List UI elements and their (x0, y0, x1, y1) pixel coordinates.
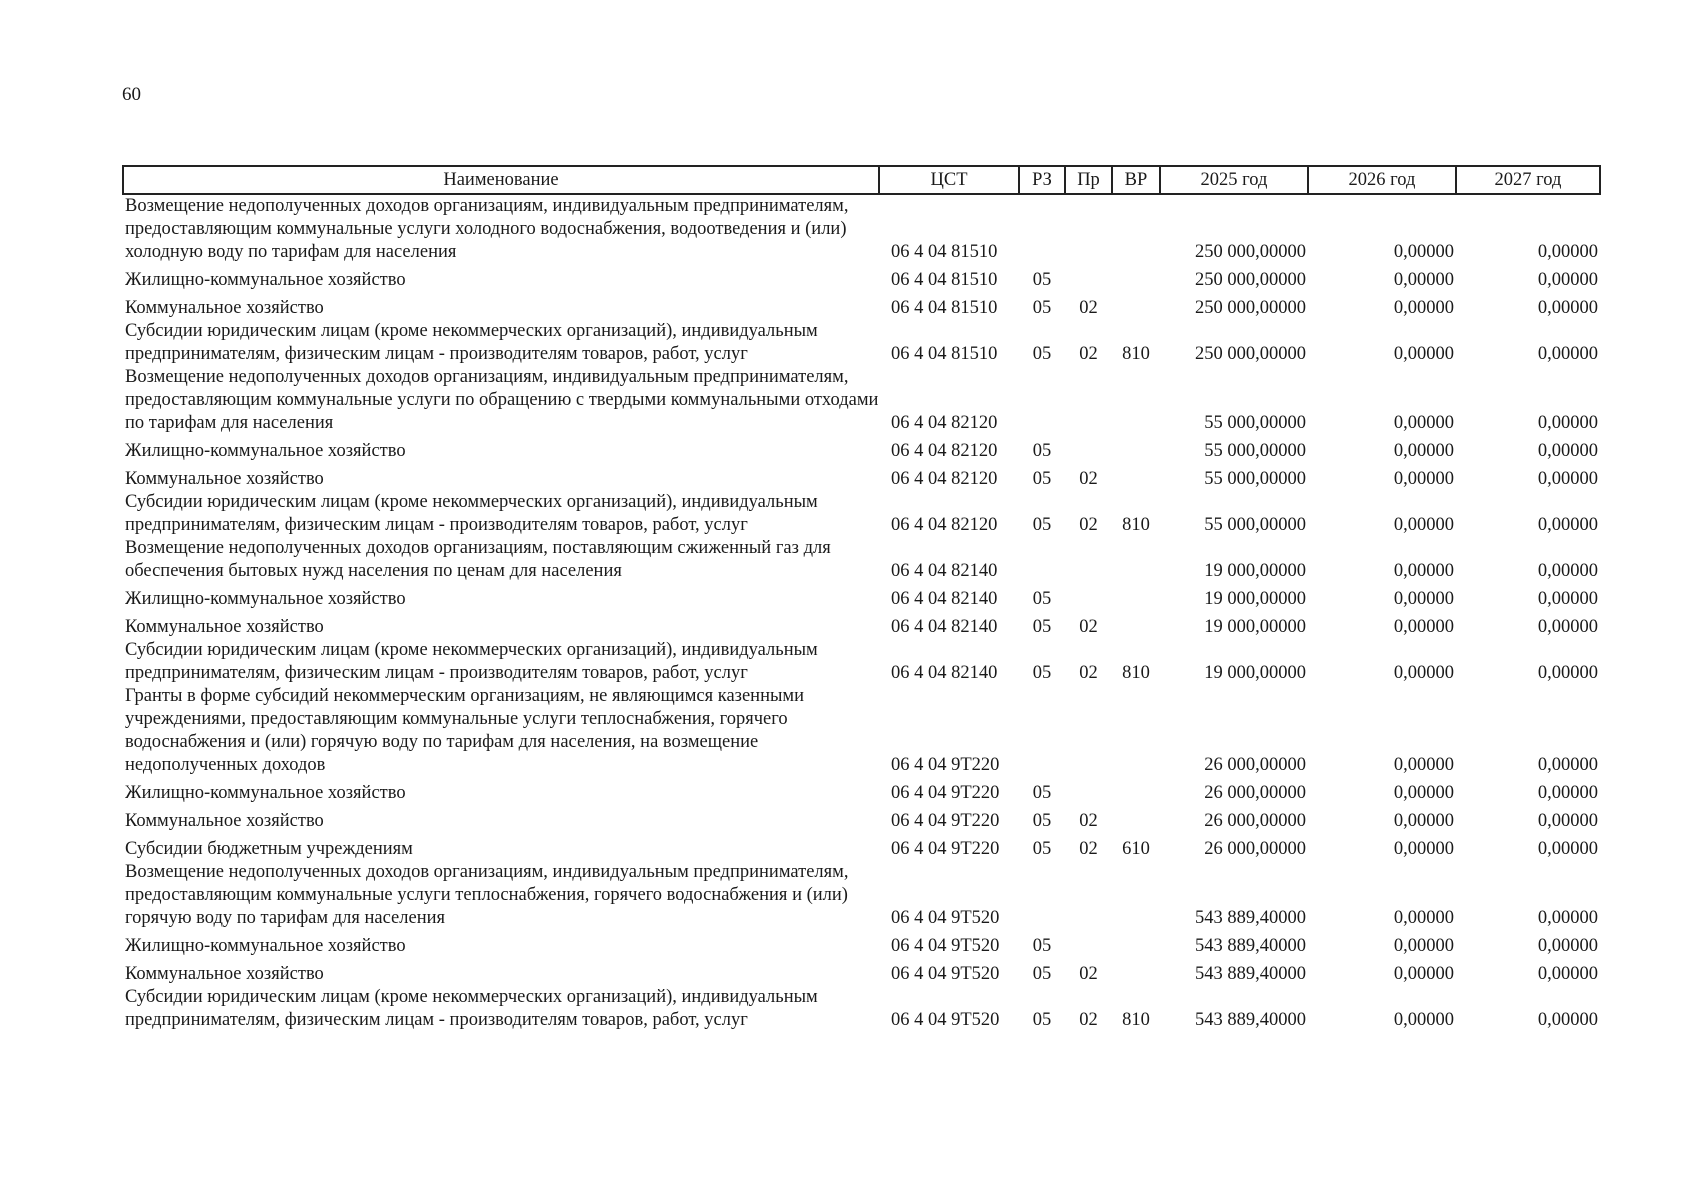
row-rz: 05 (1032, 839, 1052, 859)
row-name: Гранты в форме субсидий некоммерческим организациям, не являющимся казенными учреждениями, предоставляющим коммунальные услуги теплоснабжения, горячего водоснабжения и (или) горячую воду по тарифам для населения, на возмещение недополученных доходов (125, 686, 805, 775)
table-row (123, 861, 1600, 930)
row-rz: 05 (1032, 589, 1052, 609)
header-2025: 2025 год (1160, 166, 1308, 194)
row-vr: 610 (1122, 839, 1150, 859)
row-2025: 55 000,00000 (1204, 413, 1306, 433)
row-2026: 0,00000 (1393, 589, 1454, 609)
row-vr (1112, 805, 1160, 833)
row-2025: 543 889,40000 (1195, 908, 1306, 928)
row-2026: 0,00000 (1393, 469, 1454, 489)
row-rz: 05 (1032, 617, 1052, 637)
table-row (123, 194, 1600, 264)
row-vr: 810 (1122, 515, 1150, 535)
row-pr (1065, 777, 1112, 805)
row-2026: 0,00000 (1393, 441, 1454, 461)
row-pr (1065, 194, 1112, 264)
row-2027: 0,00000 (1537, 908, 1598, 928)
row-2025: 26 000,00000 (1204, 755, 1306, 775)
row-2025: 543 889,40000 (1195, 1010, 1306, 1030)
row-pr: 02 (1079, 663, 1098, 683)
row-cst: 06 4 04 9Т520 (891, 908, 1000, 928)
row-name: Субсидии юридическим лицам (кроме некоммерческих организаций), индивидуальным предпринимателям, физическим лицам - производителям товаров, работ, услуг (125, 640, 818, 683)
row-2025: 26 000,00000 (1204, 811, 1306, 831)
row-pr: 02 (1079, 839, 1098, 859)
row-2027: 0,00000 (1537, 561, 1598, 581)
row-vr (1112, 435, 1160, 463)
row-2027: 0,00000 (1537, 270, 1598, 290)
row-2026: 0,00000 (1393, 936, 1454, 956)
row-name: Возмещение недополученных доходов организациям, индивидуальным предпринимателям, предоставляющим коммунальные услуги по обращению с твердыми коммунальными отходами по тарифам для населения (125, 367, 879, 433)
row-2026: 0,00000 (1393, 413, 1454, 433)
header-cst: ЦСТ (879, 166, 1019, 194)
table-row (123, 491, 1600, 537)
row-2027: 0,00000 (1537, 298, 1598, 318)
table-row (123, 264, 1600, 292)
row-pr (1065, 861, 1112, 930)
row-2026: 0,00000 (1393, 811, 1454, 831)
row-pr: 02 (1079, 344, 1098, 364)
row-name: Возмещение недополученных доходов организациям, индивидуальным предпринимателям, предоставляющим коммунальные услуги теплоснабжения, горячего водоснабжения и (или) горячую воду по тарифам для населения (125, 862, 849, 928)
row-cst: 06 4 04 82120 (891, 413, 998, 433)
row-cst: 06 4 04 9Т220 (891, 755, 1000, 775)
row-vr (1112, 194, 1160, 264)
header-rz: РЗ (1019, 166, 1065, 194)
row-2027: 0,00000 (1537, 936, 1598, 956)
row-2027: 0,00000 (1537, 413, 1598, 433)
row-pr: 02 (1079, 298, 1098, 318)
row-vr (1112, 611, 1160, 639)
row-cst: 06 4 04 82120 (891, 441, 998, 461)
row-cst: 06 4 04 9Т520 (891, 1010, 1000, 1030)
row-2027: 0,00000 (1537, 839, 1598, 859)
row-2025: 26 000,00000 (1204, 783, 1306, 803)
row-2026: 0,00000 (1393, 515, 1454, 535)
row-2027: 0,00000 (1537, 783, 1598, 803)
row-2026: 0,00000 (1393, 1010, 1454, 1030)
row-name: Коммунальное хозяйство (125, 811, 324, 831)
row-2026: 0,00000 (1393, 839, 1454, 859)
row-2026: 0,00000 (1393, 964, 1454, 984)
row-2026: 0,00000 (1393, 617, 1454, 637)
row-2027: 0,00000 (1537, 242, 1598, 262)
row-pr: 02 (1079, 811, 1098, 831)
row-2025: 55 000,00000 (1204, 469, 1306, 489)
table-row (123, 833, 1600, 861)
row-name: Жилищно-коммунальное хозяйство (125, 936, 406, 956)
row-2027: 0,00000 (1537, 469, 1598, 489)
row-rz: 05 (1032, 783, 1052, 803)
header-name: Наименование (123, 166, 879, 194)
row-2025: 26 000,00000 (1204, 839, 1306, 859)
row-rz: 05 (1032, 469, 1052, 489)
row-rz: 05 (1032, 298, 1052, 318)
row-name: Субсидии юридическим лицам (кроме некоммерческих организаций), индивидуальным предпринимателям, физическим лицам - производителям товаров, работ, услуг (125, 321, 818, 364)
table-row (123, 986, 1600, 1032)
row-cst: 06 4 04 82120 (891, 469, 998, 489)
row-vr (1112, 537, 1160, 583)
row-2026: 0,00000 (1393, 783, 1454, 803)
row-rz: 05 (1032, 344, 1052, 364)
row-2025: 19 000,00000 (1204, 617, 1306, 637)
table-row (123, 320, 1600, 366)
row-2025: 250 000,00000 (1195, 270, 1306, 290)
row-vr (1112, 861, 1160, 930)
row-pr (1065, 685, 1112, 777)
row-cst: 06 4 04 81510 (891, 344, 998, 364)
row-pr (1065, 930, 1112, 958)
row-name: Коммунальное хозяйство (125, 617, 324, 637)
row-2026: 0,00000 (1393, 242, 1454, 262)
row-cst: 06 4 04 81510 (891, 270, 998, 290)
table-row (123, 685, 1600, 777)
row-name: Коммунальное хозяйство (125, 964, 324, 984)
row-cst: 06 4 04 82120 (891, 515, 998, 535)
header-vr: ВР (1112, 166, 1160, 194)
row-rz (1019, 861, 1065, 930)
row-2027: 0,00000 (1537, 811, 1598, 831)
row-pr (1065, 583, 1112, 611)
row-name: Коммунальное хозяйство (125, 469, 324, 489)
row-vr (1112, 264, 1160, 292)
row-pr: 02 (1079, 469, 1098, 489)
row-cst: 06 4 04 9Т520 (891, 964, 1000, 984)
row-pr (1065, 435, 1112, 463)
row-rz: 05 (1032, 964, 1052, 984)
table-row (123, 583, 1600, 611)
row-pr (1065, 537, 1112, 583)
row-2027: 0,00000 (1537, 344, 1598, 364)
row-pr (1065, 366, 1112, 435)
row-rz: 05 (1032, 1010, 1052, 1030)
row-name: Возмещение недополученных доходов организациям, поставляющим сжиженный газ для обеспечения бытовых нужд населения по ценам для населения (125, 538, 831, 581)
row-2025: 55 000,00000 (1204, 515, 1306, 535)
row-cst: 06 4 04 9Т520 (891, 936, 1000, 956)
row-pr (1065, 264, 1112, 292)
row-2026: 0,00000 (1393, 298, 1454, 318)
row-pr: 02 (1079, 964, 1098, 984)
row-vr (1112, 958, 1160, 986)
row-name: Субсидии бюджетным учреждениям (125, 839, 413, 859)
row-vr (1112, 463, 1160, 491)
header-2026: 2026 год (1308, 166, 1456, 194)
row-vr: 810 (1122, 663, 1150, 683)
row-2027: 0,00000 (1537, 964, 1598, 984)
table-row (123, 463, 1600, 491)
row-2026: 0,00000 (1393, 344, 1454, 364)
row-2027: 0,00000 (1537, 1010, 1598, 1030)
row-vr (1112, 292, 1160, 320)
row-2027: 0,00000 (1537, 441, 1598, 461)
row-2026: 0,00000 (1393, 908, 1454, 928)
row-name: Жилищно-коммунальное хозяйство (125, 589, 406, 609)
table-body (123, 194, 1600, 1032)
table-row (123, 805, 1600, 833)
row-cst: 06 4 04 82140 (891, 589, 998, 609)
row-pr: 02 (1079, 1010, 1098, 1030)
row-2027: 0,00000 (1537, 755, 1598, 775)
row-2026: 0,00000 (1393, 663, 1454, 683)
row-2025: 543 889,40000 (1195, 964, 1306, 984)
row-2025: 55 000,00000 (1204, 441, 1306, 461)
row-name: Субсидии юридическим лицам (кроме некоммерческих организаций), индивидуальным предпринимателям, физическим лицам - производителям товаров, работ, услуг (125, 492, 818, 535)
row-2025: 543 889,40000 (1195, 936, 1306, 956)
table-header-row (123, 166, 1600, 194)
table-row (123, 537, 1600, 583)
row-name: Субсидии юридическим лицам (кроме некоммерческих организаций), индивидуальным предпринимателям, физическим лицам - производителям товаров, работ, услуг (125, 987, 818, 1030)
row-cst: 06 4 04 81510 (891, 298, 998, 318)
row-rz (1019, 537, 1065, 583)
row-vr (1112, 777, 1160, 805)
row-pr: 02 (1079, 617, 1098, 637)
row-rz: 05 (1032, 811, 1052, 831)
row-cst: 06 4 04 82140 (891, 663, 998, 683)
row-2025: 19 000,00000 (1204, 663, 1306, 683)
row-vr: 810 (1122, 1010, 1150, 1030)
table-row (123, 930, 1600, 958)
row-vr (1112, 583, 1160, 611)
row-rz: 05 (1032, 270, 1052, 290)
row-2027: 0,00000 (1537, 515, 1598, 535)
row-rz (1019, 685, 1065, 777)
row-name: Жилищно-коммунальное хозяйство (125, 441, 406, 461)
row-pr: 02 (1079, 515, 1098, 535)
table-row (123, 292, 1600, 320)
row-vr (1112, 366, 1160, 435)
row-cst: 06 4 04 9Т220 (891, 783, 1000, 803)
row-cst: 06 4 04 81510 (891, 242, 998, 262)
row-2026: 0,00000 (1393, 561, 1454, 581)
row-vr (1112, 930, 1160, 958)
row-rz (1019, 366, 1065, 435)
row-2025: 19 000,00000 (1204, 561, 1306, 581)
row-2026: 0,00000 (1393, 755, 1454, 775)
header-2027: 2027 год (1456, 166, 1600, 194)
row-cst: 06 4 04 82140 (891, 617, 998, 637)
row-2027: 0,00000 (1537, 663, 1598, 683)
row-2026: 0,00000 (1393, 270, 1454, 290)
row-vr: 810 (1122, 344, 1150, 364)
table-row (123, 958, 1600, 986)
row-vr (1112, 685, 1160, 777)
header-pr: Пр (1065, 166, 1112, 194)
row-2025: 250 000,00000 (1195, 344, 1306, 364)
row-rz: 05 (1032, 663, 1052, 683)
row-rz: 05 (1032, 936, 1052, 956)
row-rz: 05 (1032, 515, 1052, 535)
row-cst: 06 4 04 9Т220 (891, 811, 1000, 831)
table-row (123, 639, 1600, 685)
row-2027: 0,00000 (1537, 617, 1598, 637)
row-2025: 250 000,00000 (1195, 242, 1306, 262)
row-rz: 05 (1032, 441, 1052, 461)
row-name: Коммунальное хозяйство (125, 298, 324, 318)
page-number: 60 (122, 84, 141, 105)
row-name: Возмещение недополученных доходов организациям, индивидуальным предпринимателям, предоставляющим коммунальные услуги холодного водоснабжения, водоотведения и (или) холодную воду по тарифам для населения (125, 196, 849, 262)
row-2025: 19 000,00000 (1204, 589, 1306, 609)
row-cst: 06 4 04 82140 (891, 561, 998, 581)
row-rz (1019, 194, 1065, 264)
row-2027: 0,00000 (1537, 589, 1598, 609)
row-name: Жилищно-коммунальное хозяйство (125, 270, 406, 290)
row-name: Жилищно-коммунальное хозяйство (125, 783, 406, 803)
table-row (123, 777, 1600, 805)
row-cst: 06 4 04 9Т220 (891, 839, 1000, 859)
table-row (123, 611, 1600, 639)
row-2025: 250 000,00000 (1195, 298, 1306, 318)
table-row (123, 435, 1600, 463)
table-row (123, 366, 1600, 435)
budget-table (122, 165, 1601, 1032)
